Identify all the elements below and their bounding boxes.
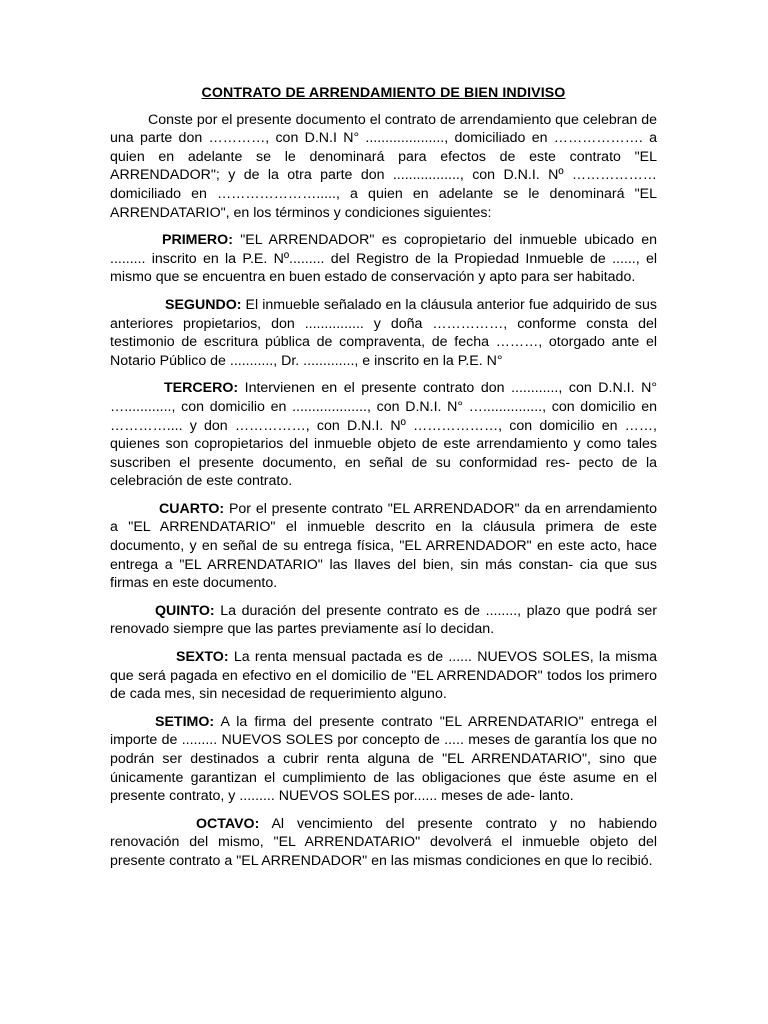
clause-text: Al vencimiento del presente contrato y no habiendo renovación del mismo, "EL ARRENDATARIO" devolverá el inmueble objeto del presente contrato a "EL ARRENDADOR" en las mismas condiciones en que lo recibió.: [110, 815, 657, 869]
clause-text: Por el presente contrato "EL ARRENDADOR" da en arrendamiento a "EL ARRENDATARIO" el inmueble descrito en la cláusula primera de este documento, y en señal de su entrega física, "EL ARRENDADOR" en este acto, hace entrega a "EL ARRENDATARIO" las llaves del bien, sin más constan- cia que sus firmas en este documento.: [110, 500, 657, 592]
clause-setimo: [110, 713, 657, 806]
clause-label: PRIMERO:: [162, 232, 233, 249]
clause-text: A la firma del presente contrato "EL ARRENDATARIO" entrega el importe de ......... NUEVOS SOLES por concepto de ..... meses de garantía los que no podrán ser destinados a cubrir renta alguna de "EL ARRENDATARIO", sino que únicamente garantizan el cumplimiento de las obligaciones que éste asume en el presente contrato, y ......... NUEVOS SOLES por...... meses de ade- lanto.: [110, 713, 657, 805]
clause-text: La renta mensual pactada es de ...... NUEVOS SOLES, la misma que será pagada en efectivo en el domicilio de "EL ARRENDADOR" todos los primero de cada mes, sin necesidad de requerimiento alguno.: [110, 649, 657, 703]
clause-label: SEGUNDO:: [165, 296, 242, 313]
clause-label: TERCERO:: [164, 380, 239, 397]
contract-body: [110, 84, 657, 871]
clause-label: QUINTO:: [155, 602, 215, 619]
clause-tercero: [110, 379, 657, 491]
intro-paragraph: Conste por el presente documento el contrato de arrendamiento que celebran de una parte don …………, con D.N.I N° ...................., domiciliado en ………………. a quien en adelante se le denominará para efectos de este contrato "EL ARRENDADOR"; y de la otra parte don ................., con D.N.I. Nº ……………… domiciliado en …………………....., a quien en adelante se le denominará "EL ARRENDATARIO", en los términos y condiciones siguientes:: [110, 111, 657, 221]
clause-label: SEXTO:: [176, 649, 229, 666]
clause-quinto: [110, 602, 657, 639]
clause-label: OCTAVO:: [196, 815, 260, 832]
clause-text: El inmueble señalado en la cláusula anterior fue adquirido de sus anteriores propietarios, don ............... y doña ……………, conforme consta del testimonio de escritura pública de compraventa, de fecha ………, otorgado ante el Notario Público de ..........., Dr. ............., e inscrito en la P.E. N°: [110, 296, 657, 369]
clause-label: SETIMO:: [155, 713, 215, 730]
clause-cuarto: [110, 500, 657, 593]
clause-primero: [110, 231, 657, 287]
clause-text: "EL ARRENDADOR" es copropietario del inmueble ubicado en ......... inscrito en la P.E. Nº......... del Registro de la Propiedad Inmueble de ......, el mismo que se encuentra en buen estado de conservación y apto para ser habitado.: [110, 232, 657, 286]
clause-segundo: [110, 296, 657, 370]
clause-sexto: [110, 648, 657, 704]
clause-label: CUARTO:: [159, 500, 225, 517]
clause-octavo: [110, 815, 657, 871]
document-title: CONTRATO DE ARRENDAMIENTO DE BIEN INDIVISO: [201, 85, 566, 101]
clause-text: Intervienen en el presente contrato don ............, con D.N.I. N° …............, con domicilio en ..................., con D.N.I. N° …..............., con domicilio en ………….... y don ……………, con D.N.I. Nº ………………, con domicilio en ……, quienes son copropietarios del inmueble objeto de este arrendamiento y como tales suscriben el presente documento, en señal de su conformidad res- pecto de la celebración de este contrato.: [110, 380, 657, 490]
clause-text: La duración del presente contrato es de ........, plazo que podrá ser renovado siempre que las partes previamente así lo decidan.: [110, 602, 657, 638]
